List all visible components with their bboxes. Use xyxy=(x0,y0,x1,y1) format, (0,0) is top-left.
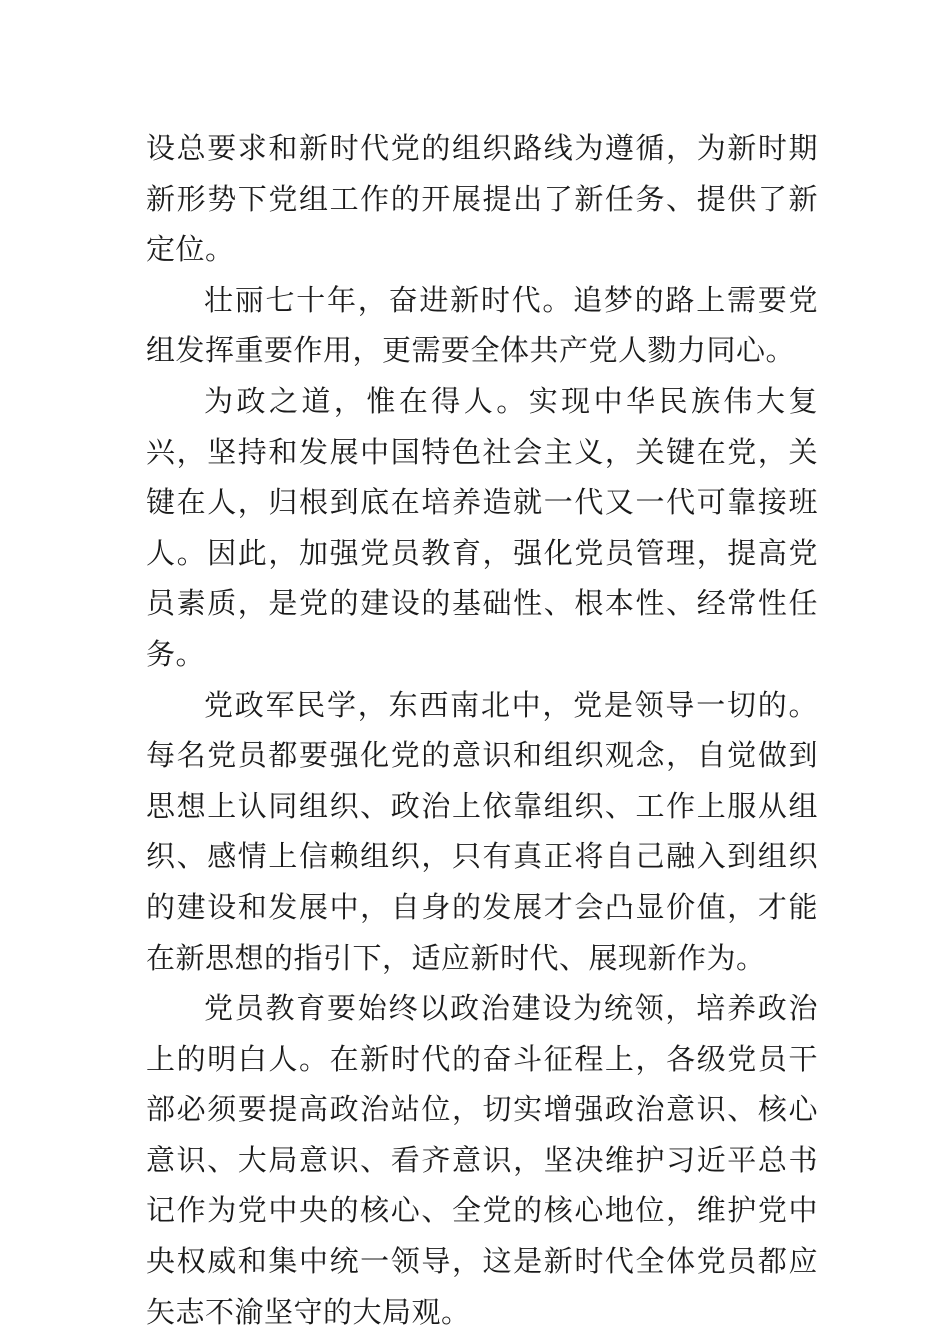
body-text xyxy=(146,123,818,1337)
paragraph-continued: 设总要求和新时代党的组织路线为遵循，为新时期新形势下党组工作的开展提出了新任务、提供了新定位。 xyxy=(146,131,818,267)
paragraph: 为政之道，惟在得人。实现中华民族伟大复兴，坚持和发展中国特色社会主义，关键在党，关键在人，归根到底在培养造就一代又一代可靠接班人。因此，加强党员教育，强化党员管理，提高党员素质，是党的建设的基础性、根本性、经常性任务。 xyxy=(146,383,818,671)
paragraph: 党政军民学，东西南北中，党是领导一切的。每名党员都要强化党的意识和组织观念，自觉做到思想上认同组织、政治上依靠组织、工作上服从组织、感情上信赖组织，只有真正将自己融入到组织的建设和发展中，自身的发展才会凸显价值，才能在新思想的指引下，适应新时代、展现新作为。 xyxy=(146,687,818,975)
paragraph: 党员教育要始终以政治建设为统领，培养政治上的明白人。在新时代的奋斗征程上，各级党员干部必须要提高政治站位，切实增强政治意识、核心意识、大局意识、看齐意识，坚决维护习近平总书记作为党中央的核心、全党的核心地位，维护党中央权威和集中统一领导，这是新时代全体党员都应矢志不渝坚守的大局观。 xyxy=(146,991,818,1329)
paragraph: 壮丽七十年，奋进新时代。追梦的路上需要党组发挥重要作用，更需要全体共产党人勠力同心。 xyxy=(146,282,818,368)
